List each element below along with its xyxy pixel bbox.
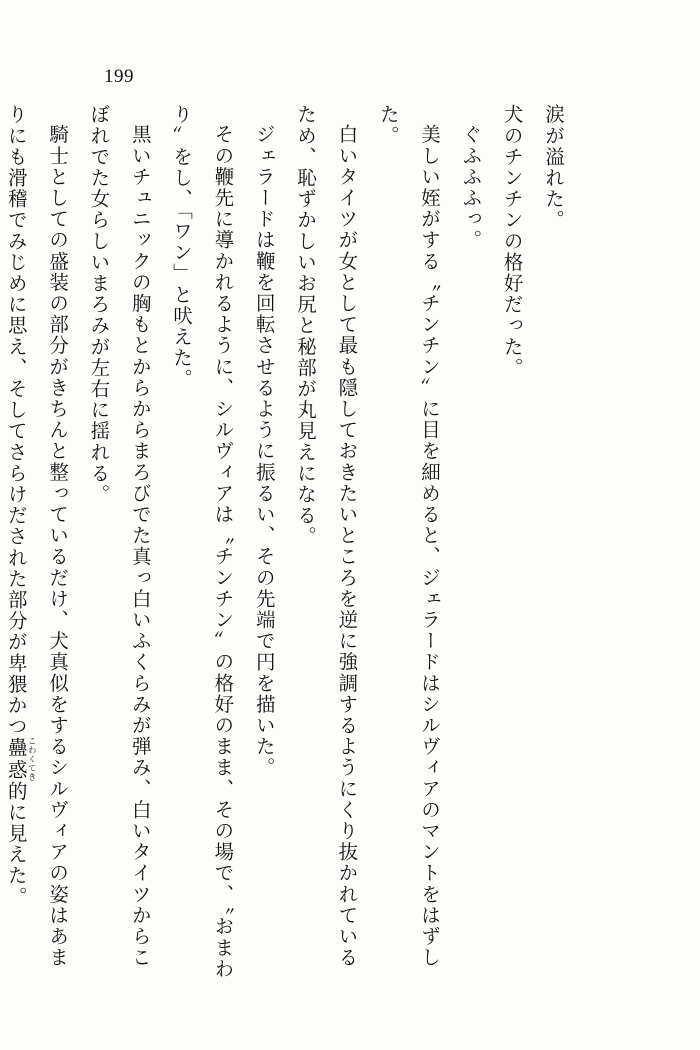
paragraph: 黒いチュニックの胸もとからからまろびでた真っ白いふくらみが弾み、白いタイツからこぼれでた女らしいまろみが左右に揺れる。	[87, 104, 152, 968]
paragraph: その鞭先に導かれるように、シルヴィアは〝チンチン〟の格好のまま、その場で、〝おまわり〟をし、「ワン」と吠えた。	[170, 104, 235, 979]
paragraph: ぐふふふっ。	[459, 123, 483, 251]
paragraph: 白いタイツが女として最も隠しておきたいところを逆に強調するようにくり抜かれているため、恥ずかしいお尻と秘部が丸見えになる。	[294, 104, 359, 968]
paragraph: 涙が溢れた。	[542, 104, 565, 231]
ruby-annotation: 蠱惑こわくてき	[4, 736, 37, 782]
paragraph: 騎士としての盛装の部分がきちんと整っているだけ、犬真似をするシルヴィアの姿はあまりにも滑稽でみじめに思え、そしてさらけだされた部分が卑猥かつ蠱惑こわくてき的に見えた。	[4, 104, 70, 968]
page-number: 199	[104, 66, 134, 87]
paragraph: ジェラードは鞭を回転させるように振るい、その先端で円を描いた。	[252, 123, 276, 778]
vertical-text-body	[0, 104, 574, 984]
paragraph: 犬のチンチンの格好だった。	[500, 104, 524, 379]
paragraph: 美しい姪がする〝チンチン〟に目を細めると、ジェラードはシルヴィアのマントをはずした。	[376, 104, 442, 968]
